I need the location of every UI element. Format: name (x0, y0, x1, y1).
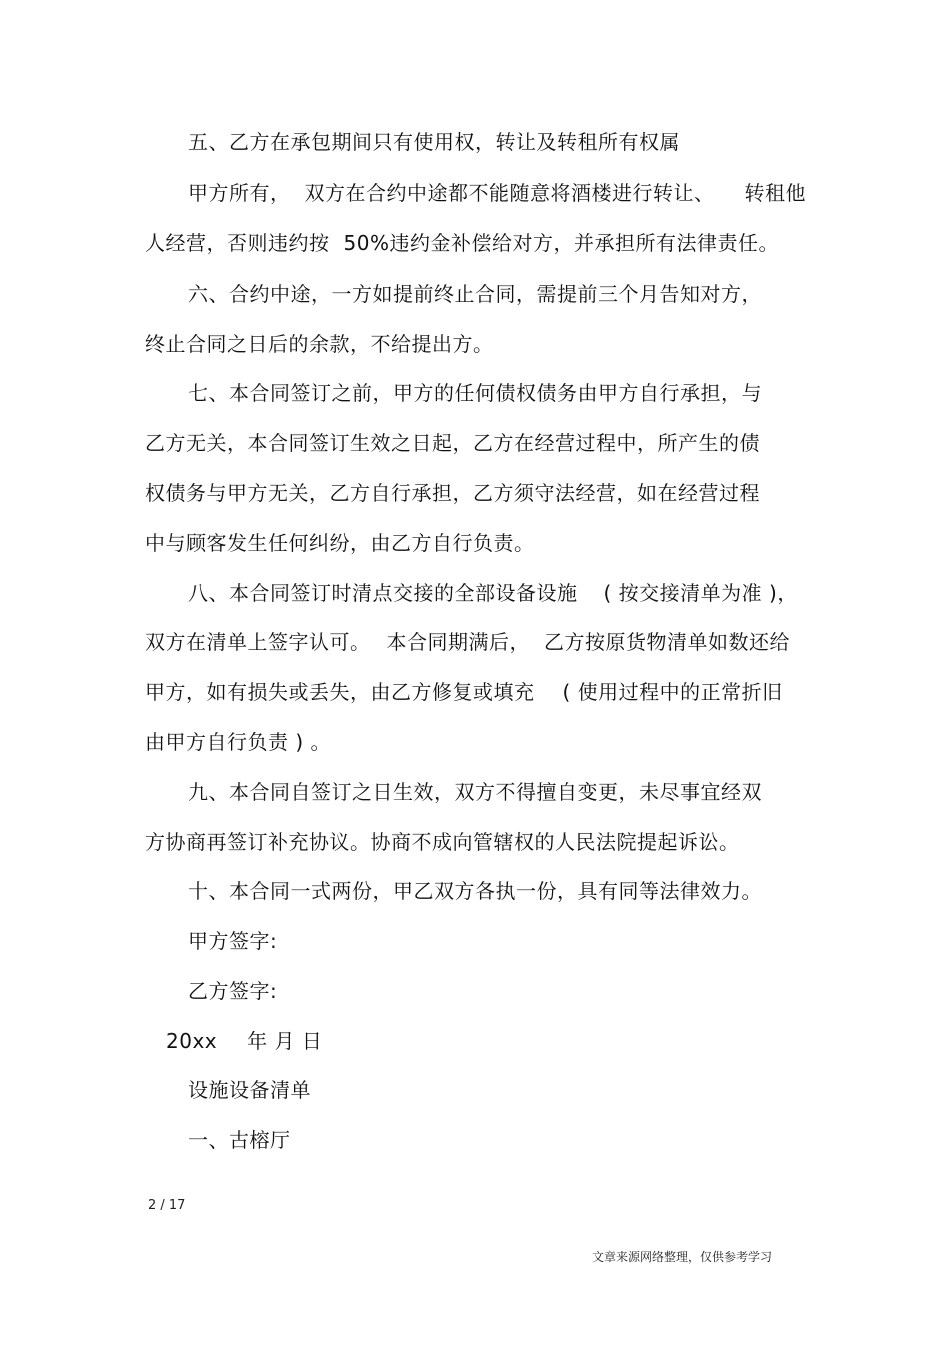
footer-note: 文章来源网络整理，仅供参考学习 (592, 1250, 773, 1264)
text-segment: 八、本合同签订时清点交接的全部设备设施 (188, 581, 578, 605)
date-placeholder: 年 月 日 (247, 1029, 323, 1053)
text-segment: 双方在清单上签字认可。 (145, 630, 371, 654)
party-a-signature-label: 甲方签字: (188, 929, 278, 953)
penalty-percentage: 50% (343, 231, 390, 255)
text-segment: 乙方按原货物清单如数还给 (544, 630, 790, 654)
text-segment: 双方在合约中途都不能随意将酒楼进行转让、 (304, 181, 715, 205)
text-segment: 本合同期满后， (386, 630, 530, 654)
equipment-section-1-heading: 一、古榕厅 (188, 1128, 291, 1152)
clause-8-line-4: 由甲方自行负责 ) 。 (145, 730, 332, 754)
text-segment: 甲方所有， (188, 181, 291, 205)
clause-7-line-4: 中与顾客发生任何纠纷，由乙方自行负责。 (145, 531, 535, 555)
clause-7-line-1: 七、本合同签订之前，甲方的任何债权债务由甲方自行承担，与 (188, 381, 762, 405)
clause-10-line-1: 十、本合同一式两份，甲乙双方各执一份，具有同等法律效力。 (188, 879, 762, 903)
clause-8-line-3 (145, 680, 783, 704)
text-segment: 人经营，否则违约按 (145, 231, 330, 255)
clause-5-line-3 (145, 231, 779, 255)
clause-8-line-2 (145, 630, 790, 654)
clause-6-line-1: 六、合约中途，一方如提前终止合同，需提前三个月告知对方， (188, 282, 762, 306)
text-segment: ( 按交接清单为准 )， (603, 581, 798, 605)
page-number: 2 / 17 (148, 1198, 186, 1213)
clause-9-line-2: 方协商再签订补充协议。协商不成向管辖权的人民法院提起诉讼。 (145, 830, 740, 854)
date-year: 20xx (166, 1029, 218, 1053)
equipment-list-title: 设施设备清单 (188, 1078, 311, 1102)
clause-5-line-2 (188, 181, 806, 205)
signing-date (166, 1029, 322, 1053)
text-segment: 甲方，如有损失或丢失，由乙方修复或填充 (145, 680, 535, 704)
text-segment: 违约金补偿给对方，并承担所有法律责任。 (389, 231, 779, 255)
clause-9-line-1: 九、本合同自签订之日生效，双方不得擅自变更，未尽事宜经双 (188, 780, 762, 804)
text-segment: 转租他 (744, 181, 806, 205)
party-b-signature-label: 乙方签字: (188, 979, 278, 1003)
clause-7-line-2: 乙方无关，本合同签订生效之日起，乙方在经营过程中，所产生的债 (145, 431, 760, 455)
text-segment: ( 使用过程中的正常折旧 (562, 680, 783, 704)
clause-6-line-2: 终止合同之日后的余款，不给提出方。 (145, 332, 494, 356)
clause-5-line-1: 五、乙方在承包期间只有使用权，转让及转租所有权属 (188, 130, 680, 154)
clause-8-line-1 (188, 581, 798, 605)
clause-7-line-3: 权债务与甲方无关，乙方自行承担，乙方须守法经营，如在经营过程 (145, 481, 760, 505)
